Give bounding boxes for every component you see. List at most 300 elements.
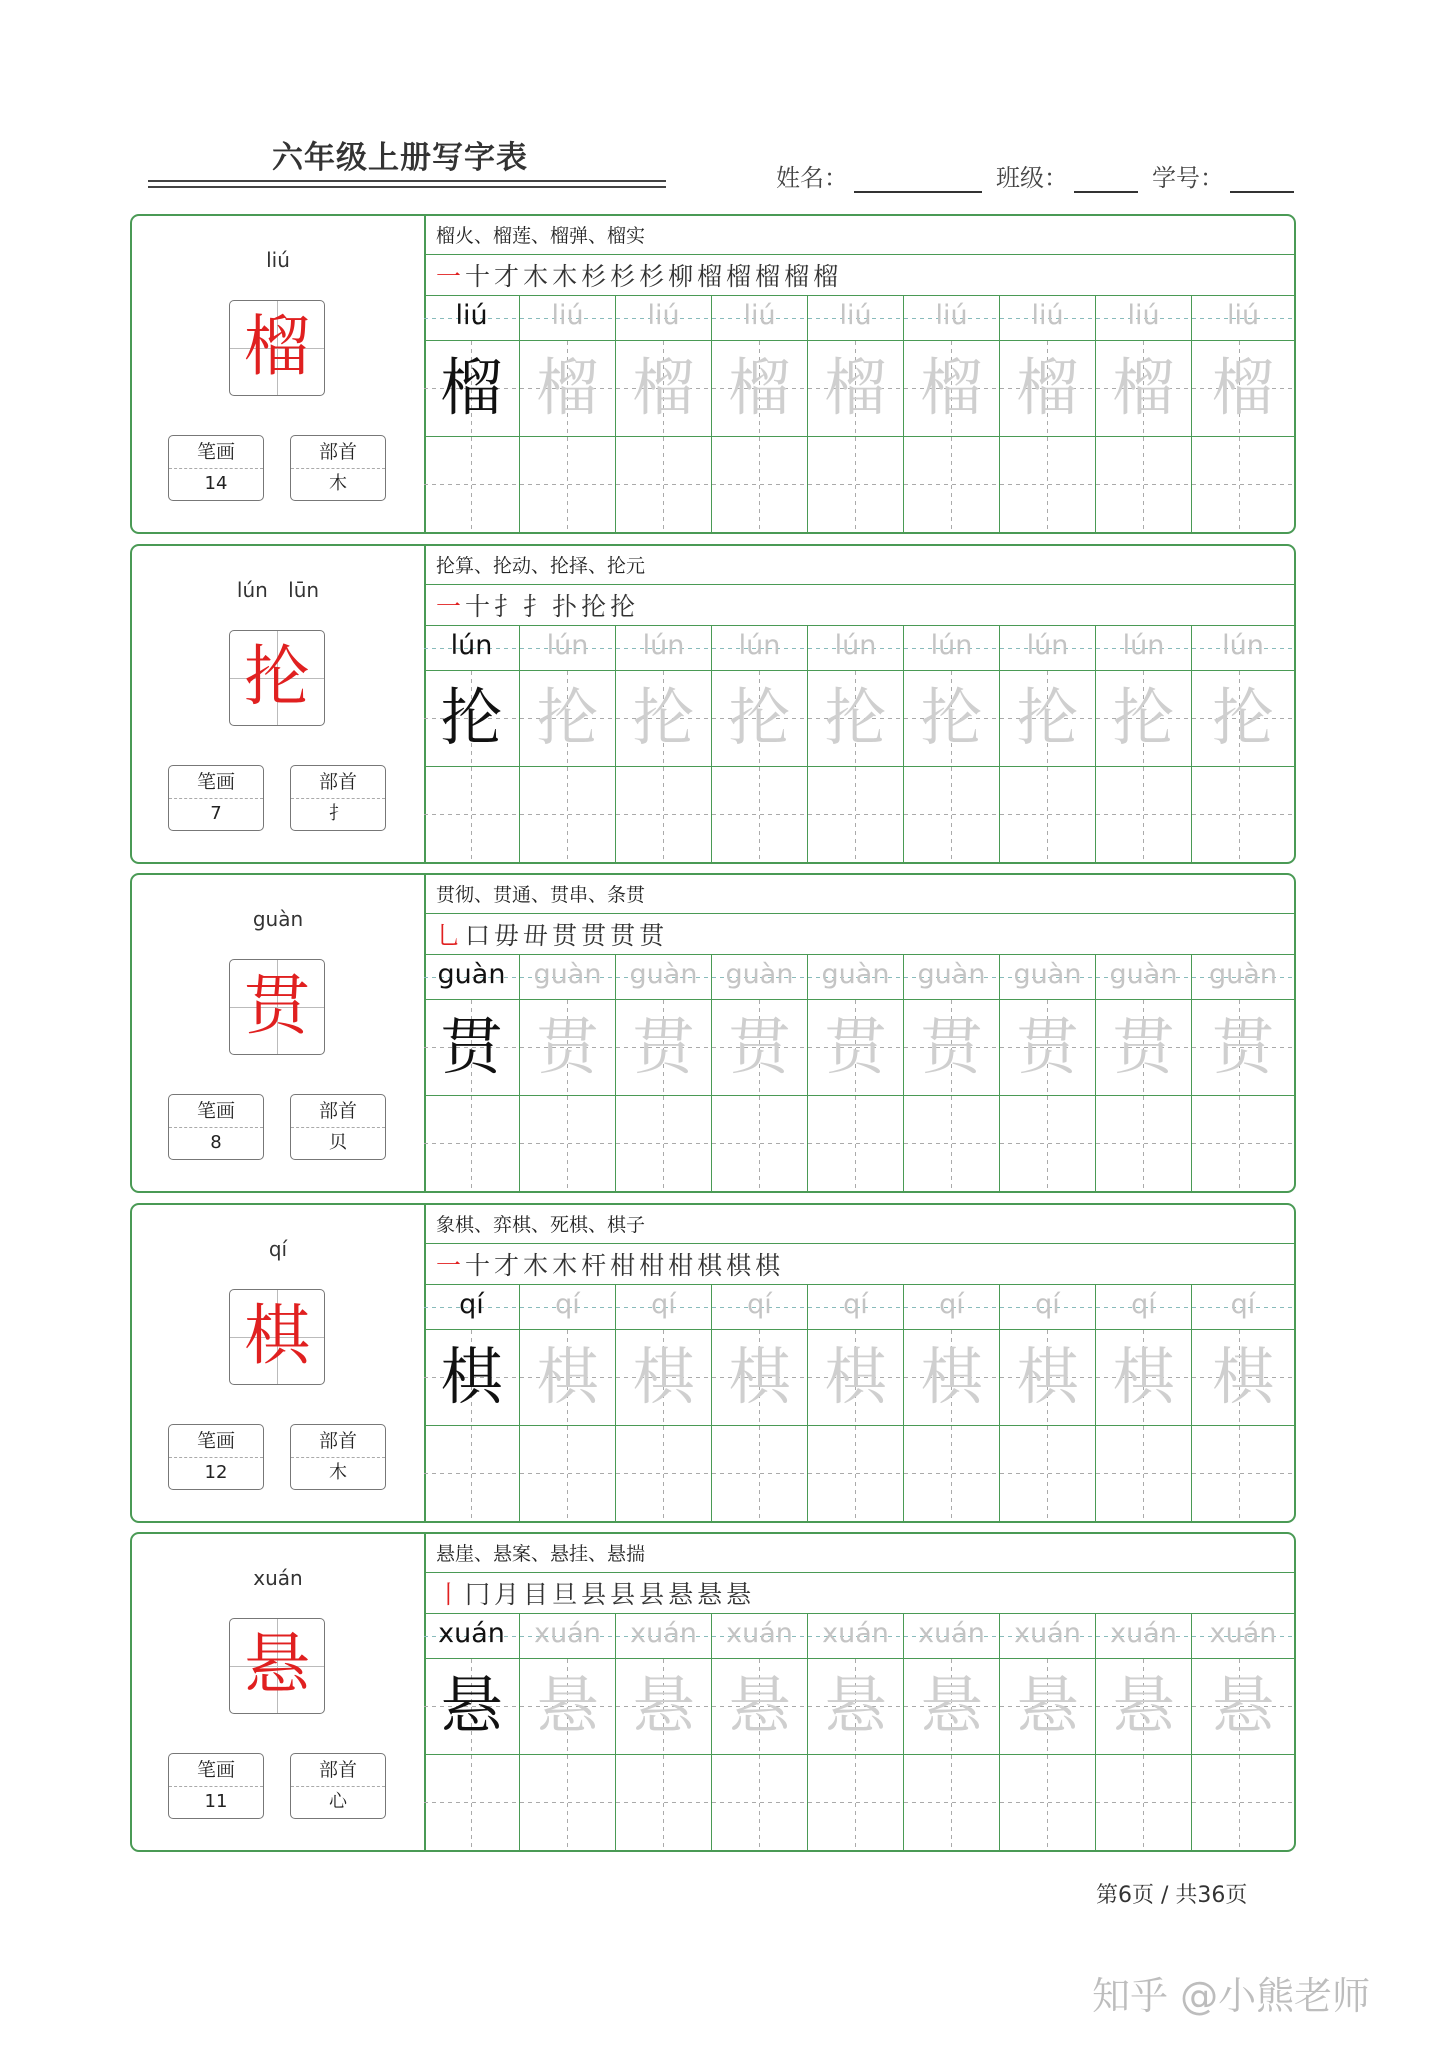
char-trace-cell[interactable] xyxy=(712,341,808,437)
stroke-step: 榴 xyxy=(755,262,781,291)
char-text: 榴 xyxy=(824,351,887,424)
pinyin-text: lún xyxy=(1122,630,1165,661)
stroke-step: 毋 xyxy=(494,921,520,950)
char-trace-cell[interactable] xyxy=(1000,1000,1096,1096)
stroke-step: 棋 xyxy=(726,1251,752,1280)
char-text: 抡 xyxy=(728,681,791,754)
radical-value: 木 xyxy=(329,473,347,494)
pinyin-model-cell[interactable] xyxy=(424,1614,520,1658)
blank-writing-cell[interactable] xyxy=(616,767,712,863)
stroke-step: 口 xyxy=(465,921,491,950)
pinyin-text: lún xyxy=(1222,630,1264,661)
char-text: 棋 xyxy=(1112,1340,1175,1413)
char-text: 抡 xyxy=(1016,681,1079,754)
char-trace-cell[interactable] xyxy=(808,671,904,767)
pinyin-text: qí xyxy=(555,1289,580,1320)
stroke-count-box xyxy=(168,1424,264,1490)
radical-box xyxy=(290,1424,386,1490)
char-trace-cell[interactable] xyxy=(904,341,1000,437)
pinyin-trace-cell[interactable] xyxy=(520,296,616,340)
name-label: 姓名： xyxy=(776,164,848,192)
pinyin-text: xuán xyxy=(726,1618,793,1649)
char-text: 悬 xyxy=(632,1669,695,1742)
char-text: 棋 xyxy=(1211,1340,1274,1413)
radical-value: 贝 xyxy=(329,1132,347,1153)
stroke-count-value: 11 xyxy=(204,1791,228,1812)
char-text: 榴 xyxy=(1016,351,1079,424)
stroke-step: 悬 xyxy=(726,1580,752,1609)
character-info-panel xyxy=(132,216,426,532)
char-practice-row xyxy=(424,670,1294,767)
blank-writing-cell[interactable] xyxy=(520,1426,616,1522)
pinyin-model-cell[interactable] xyxy=(424,626,520,670)
char-text: 悬 xyxy=(920,1669,983,1742)
student-id-blank[interactable] xyxy=(1230,167,1294,193)
pinyin-trace-cell[interactable] xyxy=(904,1614,1000,1658)
char-text: 抡 xyxy=(536,681,599,754)
pinyin-trace-cell[interactable] xyxy=(1000,1285,1096,1329)
blank-writing-cell[interactable] xyxy=(808,1096,904,1192)
blank-practice-row xyxy=(424,766,1294,863)
pinyin-text: xuán xyxy=(1209,1618,1277,1649)
pinyin-text: qí xyxy=(651,1289,676,1320)
pinyin-trace-cell[interactable] xyxy=(616,1614,712,1658)
char-trace-cell[interactable] xyxy=(520,341,616,437)
pinyin-text: guàn xyxy=(533,959,602,990)
pinyin-trace-cell[interactable] xyxy=(1096,1614,1192,1658)
pinyin-model-cell[interactable] xyxy=(424,296,520,340)
char-trace-cell[interactable] xyxy=(616,341,712,437)
stroke-step: 扌 xyxy=(523,592,549,621)
stroke-step: 木 xyxy=(523,262,549,291)
pinyin-trace-cell[interactable] xyxy=(808,1614,904,1658)
char-text: 悬 xyxy=(824,1669,887,1742)
pinyin-text: guàn xyxy=(437,959,506,990)
blank-writing-cell[interactable] xyxy=(712,1755,808,1851)
pinyin-text: liú xyxy=(647,300,680,331)
stroke-count-box xyxy=(168,765,264,831)
pinyin-trace-cell[interactable] xyxy=(712,955,808,999)
class-field[interactable] xyxy=(996,158,1138,193)
pinyin-trace-cell[interactable] xyxy=(520,626,616,670)
char-text: 悬 xyxy=(536,1669,599,1742)
character-card xyxy=(130,1532,1296,1852)
char-text: 榴 xyxy=(536,351,599,424)
stroke-step: 榴 xyxy=(697,262,723,291)
char-trace-cell[interactable] xyxy=(1192,341,1294,437)
stroke-step: 抡 xyxy=(610,592,636,621)
char-model-cell[interactable] xyxy=(424,1659,520,1755)
char-trace-cell[interactable] xyxy=(712,671,808,767)
stroke-count-value: 7 xyxy=(210,803,222,824)
pinyin-trace-cell[interactable] xyxy=(520,955,616,999)
blank-practice-row xyxy=(424,1425,1294,1522)
pinyin-practice-row xyxy=(424,626,1294,670)
stroke-step: 木 xyxy=(523,1251,549,1280)
blank-writing-cell[interactable] xyxy=(712,1096,808,1192)
stroke-step: 县 xyxy=(581,1580,607,1609)
char-text: 悬 xyxy=(1112,1669,1175,1742)
blank-writing-cell[interactable] xyxy=(712,437,808,533)
pinyin-trace-cell[interactable] xyxy=(520,1285,616,1329)
pinyin-text: xuán xyxy=(438,1618,505,1649)
stroke-count-label: 笔画 xyxy=(169,766,263,799)
stroke-step: 榴 xyxy=(726,262,752,291)
blank-writing-cell[interactable] xyxy=(1192,767,1294,863)
blank-practice-row xyxy=(424,1095,1294,1192)
char-trace-cell[interactable] xyxy=(616,1330,712,1426)
char-trace-cell[interactable] xyxy=(520,1000,616,1096)
divider xyxy=(424,1572,1294,1573)
character-info-panel xyxy=(132,546,426,862)
pinyin-text: liú xyxy=(743,300,776,331)
blank-writing-cell[interactable] xyxy=(1000,1426,1096,1522)
pinyin-trace-cell[interactable] xyxy=(712,1285,808,1329)
pinyin-text: liú xyxy=(935,300,968,331)
char-trace-cell[interactable] xyxy=(712,1000,808,1096)
pinyin-text: liú xyxy=(1127,300,1160,331)
stroke-step: 目 xyxy=(523,1580,549,1609)
pinyin-trace-cell[interactable] xyxy=(1192,1285,1294,1329)
char-trace-cell[interactable] xyxy=(1192,1000,1294,1096)
char-text: 贯 xyxy=(728,1010,791,1083)
blank-writing-cell[interactable] xyxy=(904,1755,1000,1851)
char-trace-cell[interactable] xyxy=(1096,1659,1192,1755)
char-trace-cell[interactable] xyxy=(1096,671,1192,767)
pinyin-text: liú xyxy=(1031,300,1064,331)
character-info-panel xyxy=(132,1205,426,1521)
blank-writing-cell[interactable] xyxy=(1192,1755,1294,1851)
blank-writing-cell[interactable] xyxy=(1000,437,1096,533)
blank-writing-cell[interactable] xyxy=(808,1426,904,1522)
pinyin-trace-cell[interactable] xyxy=(1192,296,1294,340)
stroke-count-value: 12 xyxy=(204,1462,228,1483)
character-box xyxy=(229,300,325,396)
stroke-step: 县 xyxy=(639,1580,665,1609)
char-trace-cell[interactable] xyxy=(1192,1659,1294,1755)
radical-label: 部首 xyxy=(291,1425,385,1458)
radical-value: 扌 xyxy=(329,803,347,824)
stroke-step: 榴 xyxy=(784,262,810,291)
blank-writing-cell[interactable] xyxy=(712,1426,808,1522)
pinyin-trace-cell[interactable] xyxy=(904,1285,1000,1329)
pinyin-text: guàn xyxy=(629,959,698,990)
pinyin-text: qí xyxy=(747,1289,772,1320)
blank-writing-cell[interactable] xyxy=(904,767,1000,863)
stroke-step: 柳 xyxy=(668,262,694,291)
blank-writing-cell[interactable] xyxy=(424,437,520,533)
pinyin-trace-cell[interactable] xyxy=(520,1614,616,1658)
blank-writing-cell[interactable] xyxy=(616,1755,712,1851)
char-trace-cell[interactable] xyxy=(904,1000,1000,1096)
char-trace-cell[interactable] xyxy=(808,1659,904,1755)
char-trace-cell[interactable] xyxy=(808,1330,904,1426)
char-trace-cell[interactable] xyxy=(520,671,616,767)
pinyin-model-cell[interactable] xyxy=(424,955,520,999)
divider xyxy=(424,913,1294,914)
pinyin-text: guàn xyxy=(1013,959,1082,990)
char-text: 榴 xyxy=(728,351,791,424)
name-blank[interactable] xyxy=(854,167,982,193)
char-trace-cell[interactable] xyxy=(1096,341,1192,437)
char-text: 贯 xyxy=(1211,1010,1274,1083)
blank-practice-row xyxy=(424,436,1294,533)
blank-writing-cell[interactable] xyxy=(520,1096,616,1192)
blank-writing-cell[interactable] xyxy=(616,1096,712,1192)
stroke-step: 悬 xyxy=(668,1580,694,1609)
blank-writing-cell[interactable] xyxy=(712,767,808,863)
pinyin-text: liú xyxy=(839,300,872,331)
character-display: 棋 xyxy=(244,1297,310,1374)
blank-writing-cell[interactable] xyxy=(1096,1096,1192,1192)
char-text: 抡 xyxy=(632,681,695,754)
pinyin-text: lún xyxy=(738,630,781,661)
stroke-step: 悬 xyxy=(697,1580,723,1609)
stroke-step: 一 xyxy=(436,1251,462,1280)
practice-panel xyxy=(424,1205,1294,1521)
blank-writing-cell[interactable] xyxy=(1192,1426,1294,1522)
stroke-step: 县 xyxy=(610,1580,636,1609)
pinyin-text: qí xyxy=(1230,1289,1256,1320)
char-text: 榴 xyxy=(1112,351,1175,424)
stroke-step: 贯 xyxy=(610,921,636,950)
blank-writing-cell[interactable] xyxy=(520,437,616,533)
stroke-step: 才 xyxy=(494,262,520,291)
pinyin-text: lún xyxy=(642,630,685,661)
char-model-cell[interactable] xyxy=(424,1000,520,1096)
char-trace-cell[interactable] xyxy=(904,1659,1000,1755)
practice-panel xyxy=(424,216,1294,532)
radical-label: 部首 xyxy=(291,1095,385,1128)
pinyin-trace-cell[interactable] xyxy=(808,626,904,670)
blank-writing-cell[interactable] xyxy=(904,437,1000,533)
blank-writing-cell[interactable] xyxy=(520,1755,616,1851)
stroke-count-value: 14 xyxy=(204,473,228,494)
char-practice-row xyxy=(424,340,1294,437)
blank-writing-cell[interactable] xyxy=(1000,767,1096,863)
pinyin-practice-row xyxy=(424,955,1294,999)
stroke-step: 一 xyxy=(436,262,462,291)
word-examples: 贯彻、贯通、贯串、条贯 xyxy=(436,884,646,906)
blank-writing-cell[interactable] xyxy=(1000,1096,1096,1192)
char-trace-cell[interactable] xyxy=(1000,671,1096,767)
stroke-step: 棋 xyxy=(755,1251,781,1280)
pinyin-text: guàn xyxy=(917,959,986,990)
character-box xyxy=(229,959,325,1055)
class-blank[interactable] xyxy=(1074,167,1138,193)
blank-writing-cell[interactable] xyxy=(1000,1755,1096,1851)
blank-writing-cell[interactable] xyxy=(1096,1426,1192,1522)
pinyin-trace-cell[interactable] xyxy=(1000,626,1096,670)
blank-writing-cell[interactable] xyxy=(1192,1096,1294,1192)
pinyin-trace-cell[interactable] xyxy=(1000,296,1096,340)
char-trace-cell[interactable] xyxy=(904,671,1000,767)
blank-writing-cell[interactable] xyxy=(808,437,904,533)
char-trace-cell[interactable] xyxy=(1096,1000,1192,1096)
char-trace-cell[interactable] xyxy=(1000,1659,1096,1755)
blank-writing-cell[interactable] xyxy=(1096,437,1192,533)
pinyin-text: guàn xyxy=(1109,959,1178,990)
stroke-order xyxy=(436,1576,755,1610)
blank-writing-cell[interactable] xyxy=(808,1755,904,1851)
pinyin-text: lún xyxy=(450,630,493,661)
character-display: 贯 xyxy=(244,967,310,1044)
char-text: 抡 xyxy=(440,681,503,754)
pinyin-trace-cell[interactable] xyxy=(1000,1614,1096,1658)
character-info-panel xyxy=(132,1534,426,1850)
char-model-cell[interactable] xyxy=(424,1330,520,1426)
radical-label: 部首 xyxy=(291,766,385,799)
pinyin-trace-cell[interactable] xyxy=(1096,1285,1192,1329)
blank-writing-cell[interactable] xyxy=(616,1426,712,1522)
char-trace-cell[interactable] xyxy=(1192,1330,1294,1426)
pinyin-trace-cell[interactable] xyxy=(808,296,904,340)
pinyin-trace-cell[interactable] xyxy=(1096,955,1192,999)
char-text: 棋 xyxy=(1016,1340,1079,1413)
char-trace-cell[interactable] xyxy=(904,1330,1000,1426)
stroke-step: 旦 xyxy=(552,1580,578,1609)
pinyin-trace-cell[interactable] xyxy=(712,296,808,340)
pinyin-trace-cell[interactable] xyxy=(1192,955,1294,999)
pinyin-trace-cell[interactable] xyxy=(712,1614,808,1658)
blank-writing-cell[interactable] xyxy=(904,1426,1000,1522)
pinyin-text: lún xyxy=(930,630,973,661)
character-pinyin: qí xyxy=(268,1237,288,1261)
character-card xyxy=(130,544,1296,864)
blank-writing-cell[interactable] xyxy=(424,1096,520,1192)
pinyin-trace-cell[interactable] xyxy=(616,955,712,999)
char-trace-cell[interactable] xyxy=(1000,1330,1096,1426)
char-text: 抡 xyxy=(1211,681,1274,754)
pinyin-trace-cell[interactable] xyxy=(1192,626,1294,670)
pinyin-text: xuán xyxy=(1110,1618,1177,1649)
practice-panel xyxy=(424,875,1294,1191)
stroke-step: 十 xyxy=(465,592,491,621)
name-field[interactable] xyxy=(776,158,982,193)
pinyin-trace-cell[interactable] xyxy=(1096,296,1192,340)
stroke-step: 丨 xyxy=(436,1580,462,1609)
pinyin-trace-cell[interactable] xyxy=(616,296,712,340)
pinyin-trace-cell[interactable] xyxy=(1192,1614,1294,1658)
pinyin-trace-cell[interactable] xyxy=(808,955,904,999)
char-trace-cell[interactable] xyxy=(808,341,904,437)
stroke-order xyxy=(436,588,639,622)
char-trace-cell[interactable] xyxy=(520,1659,616,1755)
page-number: 第6页 / 共36页 xyxy=(1096,1883,1248,1908)
blank-writing-cell[interactable] xyxy=(808,767,904,863)
char-practice-row xyxy=(424,1658,1294,1755)
stroke-step: 贯 xyxy=(581,921,607,950)
blank-writing-cell[interactable] xyxy=(1096,1755,1192,1851)
pinyin-trace-cell[interactable] xyxy=(616,626,712,670)
blank-writing-cell[interactable] xyxy=(616,437,712,533)
char-trace-cell[interactable] xyxy=(712,1659,808,1755)
pinyin-trace-cell[interactable] xyxy=(616,1285,712,1329)
pinyin-trace-cell[interactable] xyxy=(904,955,1000,999)
pinyin-text: xuán xyxy=(630,1618,697,1649)
title-underline xyxy=(148,180,666,182)
blank-writing-cell[interactable] xyxy=(1096,767,1192,863)
stroke-order xyxy=(436,258,842,292)
radical-label: 部首 xyxy=(291,1754,385,1787)
stroke-count-box xyxy=(168,435,264,501)
pinyin-text: guàn xyxy=(1209,959,1277,990)
pinyin-text: liú xyxy=(455,300,488,331)
char-model-cell[interactable] xyxy=(424,341,520,437)
char-trace-cell[interactable] xyxy=(520,1330,616,1426)
char-trace-cell[interactable] xyxy=(616,1659,712,1755)
stroke-count-label: 笔画 xyxy=(169,436,263,469)
pinyin-text: liú xyxy=(551,300,584,331)
divider xyxy=(424,254,1294,255)
title-underline xyxy=(148,186,666,188)
char-text: 悬 xyxy=(1211,1669,1274,1742)
radical-box xyxy=(290,1753,386,1819)
word-examples: 象棋、弈棋、死棋、棋子 xyxy=(436,1214,646,1236)
stroke-step: 乚 xyxy=(436,921,462,950)
char-text: 棋 xyxy=(920,1340,983,1413)
pinyin-text: lún xyxy=(546,630,589,661)
stroke-count-box xyxy=(168,1753,264,1819)
char-trace-cell[interactable] xyxy=(1192,671,1294,767)
pinyin-trace-cell[interactable] xyxy=(904,296,1000,340)
pinyin-text: xuán xyxy=(1014,1618,1081,1649)
pinyin-text: guàn xyxy=(725,959,794,990)
pinyin-trace-cell[interactable] xyxy=(712,626,808,670)
blank-writing-cell[interactable] xyxy=(904,1096,1000,1192)
blank-writing-cell[interactable] xyxy=(424,1426,520,1522)
stroke-step: 杉 xyxy=(639,262,665,291)
char-text: 棋 xyxy=(440,1340,503,1413)
char-text: 抡 xyxy=(1112,681,1175,754)
blank-writing-cell[interactable] xyxy=(1192,437,1294,533)
student-id-field[interactable] xyxy=(1152,158,1294,193)
stroke-step: 月 xyxy=(494,1580,520,1609)
stroke-step: 柑 xyxy=(639,1251,665,1280)
character-display: 悬 xyxy=(244,1626,310,1703)
blank-writing-cell[interactable] xyxy=(520,767,616,863)
radical-box xyxy=(290,765,386,831)
pinyin-trace-cell[interactable] xyxy=(1000,955,1096,999)
char-trace-cell[interactable] xyxy=(808,1000,904,1096)
char-model-cell[interactable] xyxy=(424,671,520,767)
stroke-step: 木 xyxy=(552,1251,578,1280)
pinyin-trace-cell[interactable] xyxy=(808,1285,904,1329)
pinyin-trace-cell[interactable] xyxy=(1096,626,1192,670)
char-text: 贯 xyxy=(440,1010,503,1083)
blank-writing-cell[interactable] xyxy=(424,1755,520,1851)
pinyin-model-cell[interactable] xyxy=(424,1285,520,1329)
character-box xyxy=(229,1289,325,1385)
char-text: 贯 xyxy=(1112,1010,1175,1083)
word-examples: 抡算、抡动、抡择、抡元 xyxy=(436,555,646,577)
char-trace-cell[interactable] xyxy=(616,671,712,767)
blank-writing-cell[interactable] xyxy=(424,767,520,863)
pinyin-trace-cell[interactable] xyxy=(904,626,1000,670)
stroke-step: 木 xyxy=(552,262,578,291)
character-card xyxy=(130,214,1296,534)
stroke-count-box xyxy=(168,1094,264,1160)
radical-box xyxy=(290,1094,386,1160)
char-text: 榴 xyxy=(440,351,503,424)
char-trace-cell[interactable] xyxy=(1096,1330,1192,1426)
char-trace-cell[interactable] xyxy=(712,1330,808,1426)
char-trace-cell[interactable] xyxy=(1000,341,1096,437)
char-text: 棋 xyxy=(728,1340,791,1413)
char-text: 悬 xyxy=(728,1669,791,1742)
character-display: 抡 xyxy=(244,638,310,715)
char-trace-cell[interactable] xyxy=(616,1000,712,1096)
